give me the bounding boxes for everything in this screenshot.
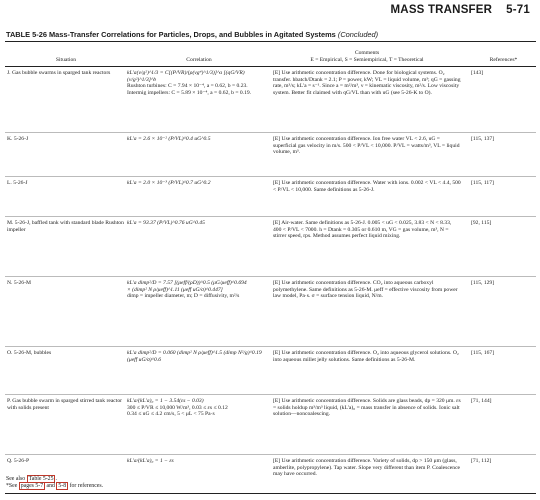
- correlation-line: kL'a/(kL'a)₀ = 1 − 3.54(εs − 0.03): [127, 398, 204, 404]
- row-situation: L. 5-26-J: [7, 180, 28, 186]
- table-row: [5, 277, 536, 347]
- row-correlation: [125, 133, 271, 176]
- table-row: [5, 133, 536, 177]
- row-references: [115, 137]: [471, 136, 495, 142]
- row-comments: [E] Use arithmetic concentration difference. Water with ions. 0.002 < VL < 4.4, 500 < P/VL < 10,000. Same definitions as 5-26-J.: [273, 180, 461, 193]
- row-comments: [E] Use arithmetic concentration difference. CO₂ into aqueous carboxyl polymethylene. Same definitions as 5-26-M. μeff = effective viscosity from power law model, Pa·s. σ = surface tension liquid, N/m.: [273, 280, 458, 300]
- row-correlation: [125, 277, 271, 346]
- row-references: [115, 117]: [471, 180, 494, 186]
- correlation-line: kL'a dimp²/D = 0.060 (dimp² N ρ/μeff)^1.5 (dimp N²/g)^0.19 (μeff uG/σ)^0.6: [127, 350, 262, 363]
- row-comments: [E] Air-water. Same definitions as 5-26-J. 0.005 < uG < 0.025, 3.83 < N < 8.33, 400 < P/VL < 7000. h = Dtank = 0.305 or 0.610 m, VG = gas volume, m³, N = stirrer speed, rps. Method assumes perfect liquid mixing.: [273, 220, 452, 240]
- row-situation: M. 5-26-J, baffled tank with standard blade Rushton impeller: [7, 220, 124, 233]
- table-row: [5, 177, 536, 217]
- correlation-line: kL'a/(kL'a)₀ = 1 − εs: [127, 458, 174, 464]
- col-situation: Situation: [55, 57, 77, 63]
- section-title: MASS TRANSFER: [390, 4, 493, 16]
- row-comments: [E] Use arithmetic concentration difference. Ion free water VL < 2.6, uG = superficial gas velocity in m/s. 500 < P/VL < 10,000. P/VL = watts/m³, VL = liquid volume, m³.: [273, 136, 460, 156]
- row-comments: [E] Use arithmetic concentration difference. Solids are glass beads, dp = 320 μm. εs = solids holdup m³/m³ liquid, (kL'a)₀ = mass transfer in absence of solids. Ionic salt solution—noncoalescing.: [273, 398, 461, 418]
- table-row: [5, 67, 536, 133]
- footnote-references: [6, 483, 103, 490]
- row-comments: [E] Use arithmetic concentration difference. Variety of solids, dp > 150 μm (glass, amberlite, polypropylene). Tap water. Slope very different than item P. Coalescence may have occurred.: [273, 458, 461, 478]
- row-situation: J. Gas bubble swarms in sparged tank reactors: [7, 70, 111, 76]
- correlation-line: 300 ≤ P/VR ≤ 10,000 W/m³, 0.03 ≤ εs ≤ 0.12: [127, 404, 228, 411]
- row-correlation: [125, 177, 271, 216]
- running-header: [391, 4, 530, 20]
- pages-5-7-link[interactable]: pages 5-7: [20, 483, 44, 489]
- row-correlation: [125, 217, 271, 276]
- table-row: [5, 217, 536, 277]
- page-5-8-link[interactable]: 5-8: [58, 483, 67, 489]
- row-references: [71, 144]: [471, 398, 492, 404]
- row-correlation: [125, 347, 271, 394]
- page-number: 5-71: [506, 4, 530, 16]
- correlation-line: kL'a(ν/g²)^1/3 = C[(P/VR)/(ρ(νg⁴)^1/3)]^a [(qG/VR)(ν/g²)^1/3]^b: [127, 70, 245, 83]
- col-comments-title: Comments: [354, 50, 380, 56]
- row-references: [115, 129]: [471, 280, 495, 286]
- footnote-text: and: [45, 483, 57, 489]
- correlation-line: dimp = impeller diameter, m; D = diffusivity, m²/s: [127, 293, 240, 300]
- correlation-line: kL'a = 2.0 × 10⁻³ (P/VL)^0.7 uG^0.2: [127, 180, 211, 186]
- row-references: [92, 115]: [471, 220, 492, 226]
- table-title-main: TABLE 5-26 Mass-Transfer Correlations for Particles, Drops, and Bubbles in Agitated Systems: [6, 30, 336, 39]
- table-row: [5, 347, 536, 395]
- row-situation: O. 5-26-M, bubbles: [7, 350, 52, 356]
- correlation-line: kL'a = 2.6 × 10⁻² (P/VL)^0.4 uG^0.5: [127, 136, 211, 142]
- correlation-line: kL'a = 93.37 (P/VL)^0.76 uG^0.45: [127, 220, 205, 226]
- table-title: [6, 30, 536, 39]
- row-references: [71, 112]: [471, 458, 492, 464]
- row-correlation: [125, 395, 271, 454]
- col-comments: [271, 50, 461, 64]
- row-references: [115, 167]: [471, 350, 495, 356]
- row-situation: N. 5-26-M: [7, 280, 31, 286]
- table-title-suffix: (Concluded): [337, 30, 379, 39]
- correlation-table: [5, 41, 536, 494]
- row-situation: P. Gas bubble swarm in sparged stirred tank reactor with solids present: [7, 398, 123, 411]
- footnote-text: .: [55, 476, 57, 482]
- footnote-text: for references.: [68, 483, 104, 489]
- footnote-text: See also: [6, 476, 27, 482]
- col-comments-legend: E = Empirical, S = Semiempirical, T = Theoretical: [310, 57, 424, 63]
- col-references: References*: [489, 57, 518, 63]
- table-5-25-link[interactable]: Table 5-25: [28, 476, 54, 482]
- table-row: [5, 395, 536, 455]
- row-correlation: [125, 455, 271, 493]
- row-comments: [E] Use arithmetic concentration difference. Done for biological systems. O₂ transfer. hbatch/Dtank = 2.1; P = power, kW; VL = liquid volume, m³; qG = gassing rate, m³/s; kL'a = s⁻¹. Since a = m²/m³, ν = kinematic viscosity, m²/s. Low viscosity system. Better fit claimed with qG/VL than with uG (see 5-26-K to O).: [273, 70, 461, 96]
- row-correlation: [125, 67, 271, 132]
- col-correlation: Correlation: [186, 57, 212, 63]
- table-footnotes: [6, 476, 103, 490]
- correlation-line: kL'a dimp²/D = 7.57 [(μeff/(ρD))^0.5 (μG/μeff)^0.694: [127, 280, 247, 286]
- row-references: [143]: [471, 70, 484, 76]
- correlation-line: × (dimp² N ρ/μeff)^1.11 (μeff uG/σ)^0.447]: [127, 286, 223, 293]
- correlation-line: 0.34 ≤ uG ≤ 4.2 cm/s, 5 < μL < 75 Pa·s: [127, 411, 215, 418]
- correlation-line: Rushton turbines: C = 7.94 × 10⁻⁴, a = 0.62, b = 0.23.: [127, 83, 248, 90]
- row-comments: [E] Use arithmetic concentration difference. O₂ into aqueous glycerol solutions. O₂ into aqueous millet jelly solutions. Same definitions as 5-26-M.: [273, 350, 459, 363]
- row-situation: Q. 5-26-P: [7, 458, 30, 464]
- footnote-text: *See: [6, 483, 19, 489]
- row-situation: K. 5-26-J: [7, 136, 29, 142]
- table-header-row: [5, 42, 536, 67]
- correlation-line: Intermig impellers: C = 5.89 × 10⁻⁴, a = 0.62, b = 0.19.: [127, 89, 252, 96]
